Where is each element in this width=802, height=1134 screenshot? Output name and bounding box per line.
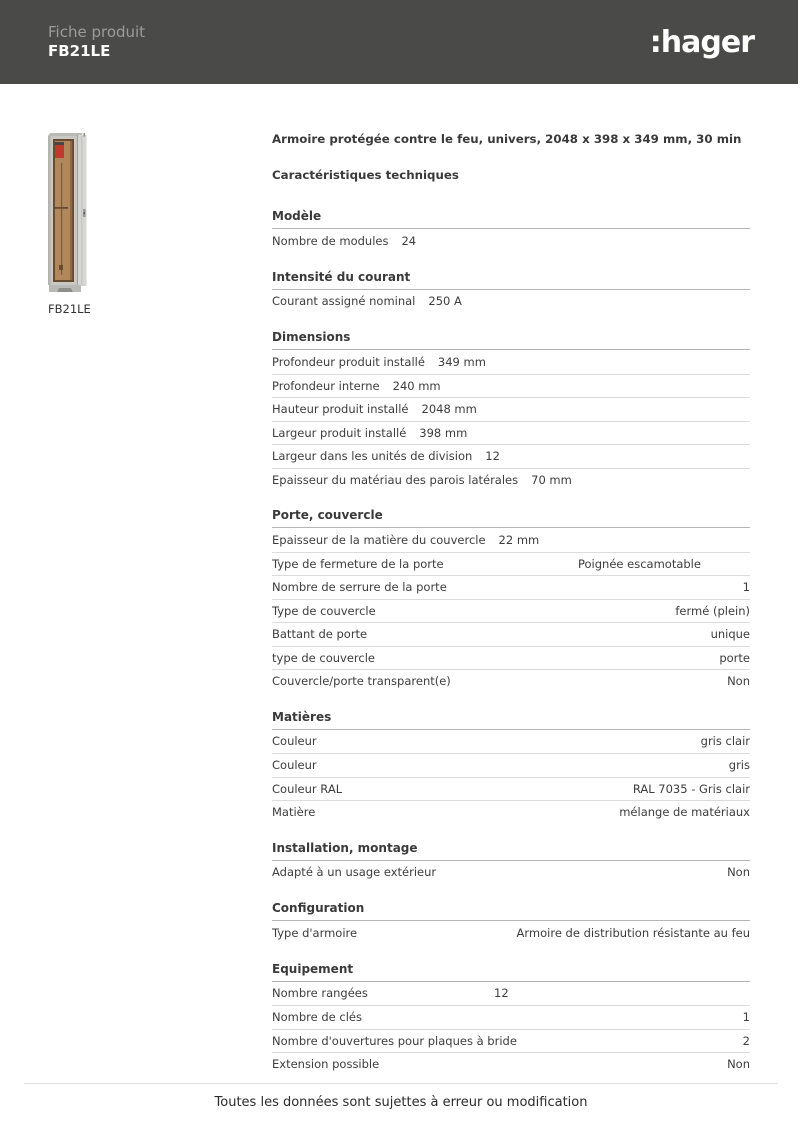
spec-row [272, 350, 750, 374]
spec-label: Courant assigné nominal [272, 294, 416, 309]
section-title: Installation, montage [272, 837, 750, 861]
section-rows [272, 982, 750, 1076]
figure-caption: FB21LE [48, 302, 91, 316]
spec-value: 240 mm [392, 378, 441, 393]
spec-row [272, 552, 750, 576]
spec-section [272, 326, 750, 491]
section-title: Dimensions [272, 326, 750, 350]
spec-label: Type d'armoire [272, 925, 358, 940]
spec-label: Largeur dans les unités de division [272, 449, 473, 464]
spec-label: Nombre de clés [272, 1010, 362, 1025]
spec-row [272, 753, 750, 777]
spec-label: Adapté à un usage extérieur [272, 865, 437, 880]
spec-row [272, 421, 750, 445]
header-bar [0, 0, 798, 84]
spec-label: Epaisseur du matériau des parois latérales [272, 472, 519, 487]
spec-label: Epaisseur de la matière du couvercle [272, 532, 486, 547]
section-rows [272, 290, 750, 314]
section-title: Configuration [272, 897, 750, 921]
spec-value: 12 [494, 986, 509, 1001]
section-title: Matières [272, 706, 750, 730]
spec-value: 22 mm [498, 532, 540, 547]
spec-section [272, 958, 750, 1076]
spec-value: 250 A [428, 294, 462, 309]
spec-sections [272, 205, 750, 1076]
spec-row [272, 468, 750, 492]
spec-section [272, 504, 750, 693]
section-rows [272, 528, 750, 693]
spec-label: Profondeur produit installé [272, 354, 425, 369]
section-rows [272, 350, 750, 491]
spec-value: Non [727, 674, 750, 689]
spec-row [272, 730, 750, 754]
spec-value: porte [719, 650, 750, 665]
spec-section [272, 837, 750, 885]
spec-value: 70 mm [531, 472, 572, 487]
spec-row [272, 921, 750, 945]
product-code-label: FB21LE [48, 42, 111, 60]
spec-row [272, 777, 750, 801]
spec-value: 349 mm [437, 354, 486, 369]
spec-value: 398 mm [419, 425, 468, 440]
spec-value: Poignée escamotable [578, 556, 701, 571]
spec-row [272, 229, 750, 253]
spec-row [272, 800, 750, 824]
spec-row [272, 1005, 750, 1029]
spec-row [272, 669, 750, 693]
spec-row [272, 861, 750, 885]
section-title: Porte, couvercle [272, 504, 750, 528]
spec-label: Nombre d'ouvertures pour plaques à bride [272, 1033, 517, 1048]
spec-value: mélange de matériaux [619, 805, 750, 820]
spec-label: Couleur [272, 758, 317, 773]
spec-row [272, 1052, 750, 1076]
spec-label: Type de fermeture de la porte [272, 556, 444, 571]
spec-value: 1 [742, 580, 750, 595]
document-type-label: Fiche produit [48, 23, 146, 41]
spec-row [272, 622, 750, 646]
spec-value: RAL 7035 - Gris clair [632, 781, 750, 796]
header-titles [48, 23, 145, 61]
section-rows [272, 730, 750, 824]
section-rows [272, 921, 750, 945]
spec-label: Couvercle/porte transparent(e) [272, 674, 451, 689]
spec-label: Couleur [272, 734, 317, 749]
spec-value: 2 [742, 1033, 750, 1048]
hager-logo: :hager [649, 24, 754, 60]
footer-disclaimer: Toutes les données sont sujettes à erreur ou modification [214, 1095, 588, 1110]
footer-divider [24, 1083, 778, 1084]
spec-label: Type de couvercle [272, 603, 376, 618]
product-figure [48, 133, 108, 316]
spec-label: Couleur RAL [272, 781, 343, 796]
spec-section [272, 266, 750, 314]
spec-value: unique [710, 627, 750, 642]
spec-section [272, 706, 750, 824]
spec-section [272, 897, 750, 945]
spec-value: gris clair [700, 734, 750, 749]
spec-label: Matière [272, 805, 316, 820]
spec-value: gris [728, 758, 750, 773]
spec-row [272, 575, 750, 599]
spec-value: Non [727, 865, 750, 880]
spec-row [272, 397, 750, 421]
tech-characteristics-heading: Caractéristiques techniques [272, 168, 459, 182]
spec-label: Profondeur interne [272, 378, 380, 393]
spec-value: 24 [401, 233, 417, 248]
spec-label: Nombre rangées [272, 986, 368, 1001]
section-rows [272, 861, 750, 885]
spec-column [272, 131, 750, 1076]
spec-label: Nombre de serrure de la porte [272, 580, 447, 595]
section-title: Equipement [272, 958, 750, 982]
section-title: Modèle [272, 205, 750, 229]
spec-value: 1 [742, 1010, 750, 1025]
spec-row [272, 646, 750, 670]
spec-label: Extension possible [272, 1057, 380, 1072]
spec-row [272, 444, 750, 468]
spec-row [272, 1029, 750, 1053]
spec-value: 12 [485, 449, 500, 464]
spec-section [272, 205, 750, 253]
spec-value: 2048 mm [421, 402, 477, 417]
cabinet-product-image [48, 133, 93, 292]
spec-row [272, 528, 750, 552]
spec-value: fermé (plein) [675, 603, 750, 618]
spec-label: type de couvercle [272, 650, 375, 665]
spec-label: Hauteur produit installé [272, 402, 409, 417]
section-title: Intensité du courant [272, 266, 750, 290]
spec-row [272, 982, 750, 1006]
spec-label: Largeur produit installé [272, 425, 407, 440]
spec-label: Nombre de modules [272, 233, 389, 248]
product-title: Armoire protégée contre le feu, univers, 2048 x 398 x 349 mm, 30 min [272, 132, 742, 146]
spec-row [272, 374, 750, 398]
spec-row [272, 599, 750, 623]
spec-label: Battant de porte [272, 627, 368, 642]
section-rows [272, 229, 750, 253]
spec-row [272, 290, 750, 314]
spec-value: Non [727, 1057, 750, 1072]
spec-value: Armoire de distribution résistante au feu [516, 925, 750, 940]
